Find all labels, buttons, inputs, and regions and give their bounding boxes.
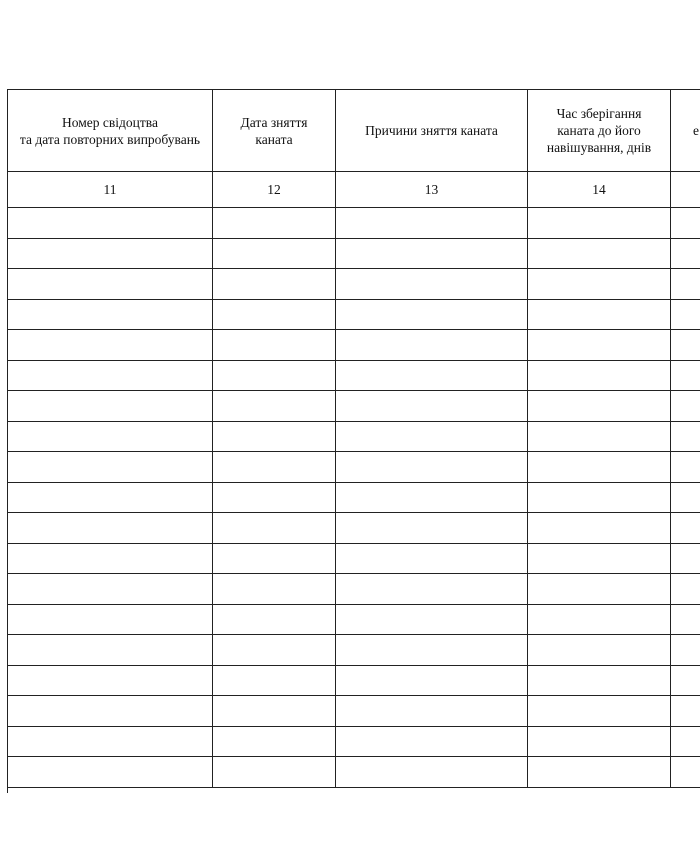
- table-row: [8, 238, 700, 269]
- table-cell: [213, 757, 336, 788]
- table-cell: [213, 330, 336, 361]
- table-cell: [528, 696, 671, 727]
- table-cell: [671, 330, 700, 361]
- column-header-certificate: Номер свідоцтва та дата повторних випробувань: [8, 90, 213, 172]
- header-row: [8, 90, 700, 172]
- table-cell: [671, 238, 700, 269]
- table-row: [8, 208, 700, 239]
- table-cell: [8, 635, 213, 666]
- table-row: [8, 421, 700, 452]
- table-cell: [336, 757, 528, 788]
- table-cell: [528, 391, 671, 422]
- table-row: [8, 299, 700, 330]
- table-cell: [213, 421, 336, 452]
- table-cell: [528, 360, 671, 391]
- column-number-14: 14: [528, 172, 671, 208]
- table-cell: [213, 696, 336, 727]
- log-sheet: [0, 89, 700, 793]
- table-cell: [336, 604, 528, 635]
- table-cell: [671, 482, 700, 513]
- table-cell: [528, 604, 671, 635]
- table-cell: [336, 330, 528, 361]
- table-cell: [528, 635, 671, 666]
- table-cell: [336, 513, 528, 544]
- table-cell: [528, 238, 671, 269]
- table-cell: [528, 330, 671, 361]
- table-cell: [671, 452, 700, 483]
- table-cell: [8, 299, 213, 330]
- table-cell: [336, 421, 528, 452]
- table-cell: [213, 726, 336, 757]
- table-cell: [8, 208, 213, 239]
- table-cell: [213, 360, 336, 391]
- table-row: [8, 482, 700, 513]
- table-cell: [671, 696, 700, 727]
- table-row: [8, 269, 700, 300]
- table-cell: [528, 452, 671, 483]
- table-cell: [8, 421, 213, 452]
- table-cell: [528, 208, 671, 239]
- column-number-11: 11: [8, 172, 213, 208]
- table-cell: [671, 574, 700, 605]
- table-cell: [213, 482, 336, 513]
- column-header-storage-time: Час зберігання каната до його навішування, днів: [528, 90, 671, 172]
- table-row: [8, 604, 700, 635]
- table-cell: [336, 208, 528, 239]
- table-cell: [336, 726, 528, 757]
- table-cell: [8, 360, 213, 391]
- table-cell: [8, 330, 213, 361]
- table-cell: [671, 360, 700, 391]
- table-cell: [8, 665, 213, 696]
- table-row: [8, 574, 700, 605]
- column-number-12: 12: [213, 172, 336, 208]
- table-cell: [8, 238, 213, 269]
- column-number-partial: [671, 172, 700, 208]
- table-cell: [528, 726, 671, 757]
- table-cell: [528, 482, 671, 513]
- table-cell: [528, 513, 671, 544]
- table-row: [8, 665, 700, 696]
- table-cell: [528, 299, 671, 330]
- table-row: [8, 452, 700, 483]
- table-cell: [213, 238, 336, 269]
- table-cell: [671, 726, 700, 757]
- table-cell: [336, 482, 528, 513]
- table-cell: [213, 269, 336, 300]
- table-cell: [528, 757, 671, 788]
- table-cell: [213, 635, 336, 666]
- table-row: [8, 391, 700, 422]
- column-number-row: [8, 172, 700, 208]
- table-cell: [336, 543, 528, 574]
- table-cell: [336, 238, 528, 269]
- column-header-removal-reasons: Причини зняття каната: [336, 90, 528, 172]
- table-cell: [8, 452, 213, 483]
- table-cell: [528, 543, 671, 574]
- table-cell: [671, 604, 700, 635]
- table-cell: [671, 635, 700, 666]
- table-row: [8, 330, 700, 361]
- column-header-removal-date: Дата зняття каната: [213, 90, 336, 172]
- table-cell: [528, 269, 671, 300]
- table-cell: [8, 574, 213, 605]
- table-row: [8, 696, 700, 727]
- table-cell: [671, 757, 700, 788]
- table-cell: [8, 513, 213, 544]
- table-cell: [8, 391, 213, 422]
- table-cell: [671, 543, 700, 574]
- table-cell: [528, 574, 671, 605]
- table-cell: [671, 513, 700, 544]
- table-cell: [8, 696, 213, 727]
- table-cell: [213, 452, 336, 483]
- table-cell: [336, 665, 528, 696]
- table-row: [8, 513, 700, 544]
- table-cell: [213, 665, 336, 696]
- table-cell: [8, 757, 213, 788]
- table-cell: [213, 391, 336, 422]
- column-number-13: 13: [336, 172, 528, 208]
- table-cell: [336, 452, 528, 483]
- table-row: [8, 726, 700, 757]
- table-cell: [671, 391, 700, 422]
- table-cell: [8, 726, 213, 757]
- table-row: [8, 360, 700, 391]
- table-cell: [671, 269, 700, 300]
- table-cell: [671, 299, 700, 330]
- table-cell: [213, 513, 336, 544]
- table-cell: [671, 208, 700, 239]
- table-cell: [213, 543, 336, 574]
- table-cell: [336, 299, 528, 330]
- table-cell: [671, 421, 700, 452]
- table-cell: [336, 391, 528, 422]
- table-cell: [8, 482, 213, 513]
- table-cell: [528, 665, 671, 696]
- table-cell: [8, 543, 213, 574]
- table-cell: [528, 421, 671, 452]
- table-row: [8, 635, 700, 666]
- table-cell: [213, 574, 336, 605]
- table-cell: [336, 696, 528, 727]
- table-cell: [336, 635, 528, 666]
- table-cell: [336, 574, 528, 605]
- table-cell: [213, 299, 336, 330]
- table-cell: [213, 604, 336, 635]
- table-row: [8, 757, 700, 788]
- table-cell: [8, 269, 213, 300]
- table-cell: [213, 208, 336, 239]
- column-header-partial: е: [671, 90, 700, 172]
- table-row: [8, 543, 700, 574]
- rope-log-table: [7, 89, 700, 788]
- table-cell: [671, 665, 700, 696]
- table-cell: [8, 604, 213, 635]
- table-cell: [336, 269, 528, 300]
- table-cell: [336, 360, 528, 391]
